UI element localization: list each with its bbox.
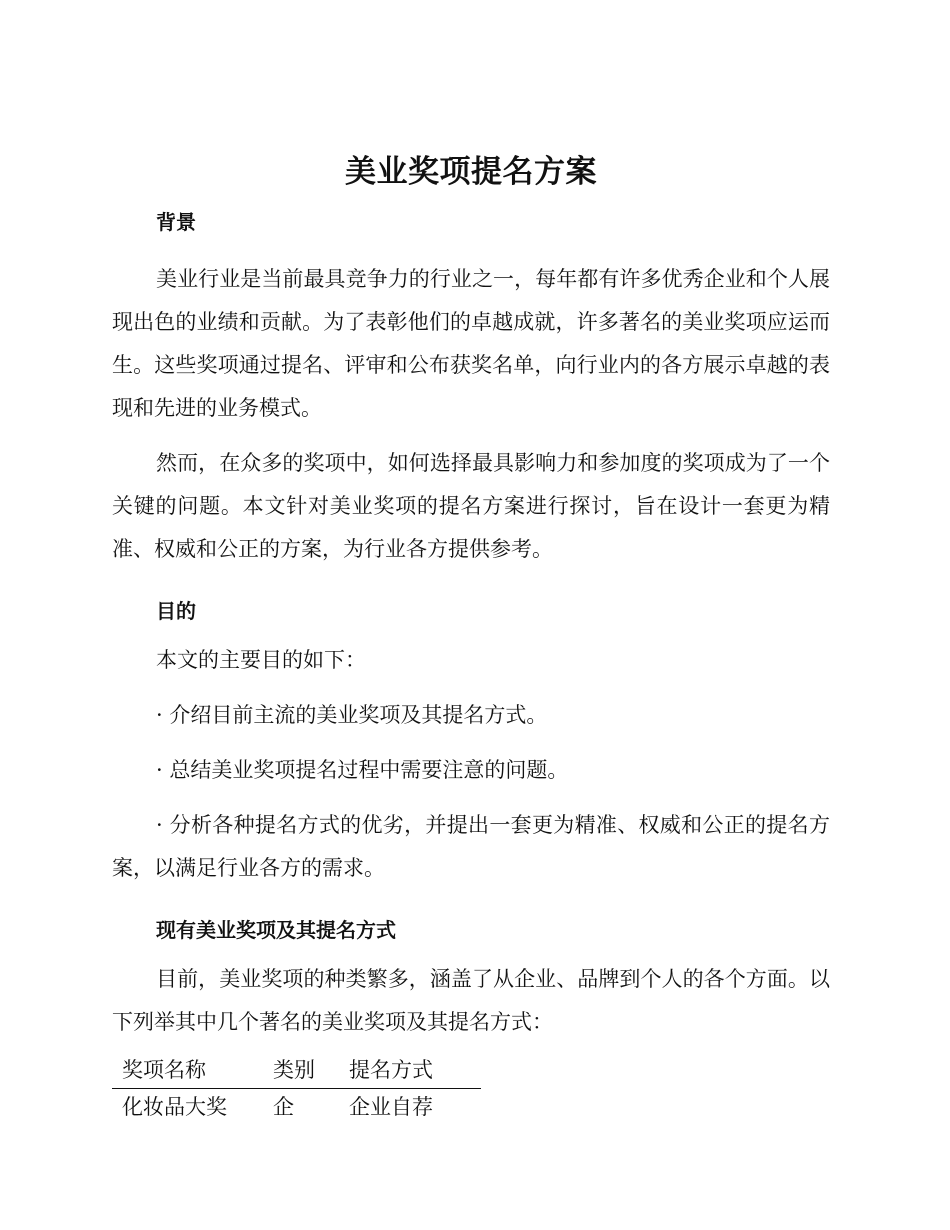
background-paragraph-1: 美业行业是当前最具竞争力的行业之一，每年都有许多优秀企业和个人展现出色的业绩和贡献。为了表彰他们的卓越成就，许多著名的美业奖项应运而生。这些奖项通过提名、评审和公布获奖名单，向行业内的各方展示卓越的表现和先进的业务模式。 [112, 267, 830, 420]
spacer [112, 430, 830, 442]
purpose-item-3: · 分析各种提名方式的优劣，并提出一套更为精准、权威和公正的提名方案，以满足行业各方的需求。 [112, 813, 830, 880]
table-header-cell: 提名方式 [339, 1052, 481, 1089]
table-header-cell: 类别 [263, 1052, 339, 1089]
spacer [112, 890, 830, 916]
spacer [112, 682, 830, 694]
table-cell: 企 [273, 1095, 294, 1119]
document-page [112, 150, 830, 1123]
section-heading-background: 背景 [156, 210, 196, 234]
background-paragraph-2: 然而，在众多的奖项中，如何选择最具影响力和参加度的奖项成为了一个关键的问题。本文针对美业奖项的提名方案进行探讨，旨在设计一套更为精准、权威和公正的方案，为行业各方提供参考。 [112, 451, 830, 561]
table-row [112, 1089, 481, 1124]
purpose-item-1: · 介绍目前主流的美业奖项及其提名方式。 [156, 703, 548, 727]
existing-awards-paragraph: 目前，美业奖项的种类繁多，涵盖了从企业、品牌到个人的各个方面。以下列举其中几个著名的美业奖项及其提名方式： [112, 967, 830, 1034]
spacer [112, 625, 830, 639]
section-heading-existing-awards: 现有美业奖项及其提名方式 [156, 918, 396, 942]
spacer [112, 792, 830, 804]
purpose-intro: 本文的主要目的如下： [156, 648, 366, 672]
spacer [112, 236, 830, 258]
table-header-row [112, 1052, 481, 1089]
document-title: 美业奖项提名方案 [345, 154, 597, 190]
spacer [112, 194, 830, 208]
spacer [112, 571, 830, 597]
section-heading-purpose: 目的 [156, 599, 196, 623]
spacer [112, 944, 830, 958]
awards-table [112, 1052, 481, 1123]
purpose-item-2: · 总结美业奖项提名过程中需要注意的问题。 [156, 758, 569, 782]
spacer [112, 737, 830, 749]
table-cell: 化妆品大奖 [122, 1095, 227, 1119]
table-header-cell: 奖项名称 [112, 1052, 263, 1089]
table-cell: 企业自荐 [349, 1095, 433, 1119]
